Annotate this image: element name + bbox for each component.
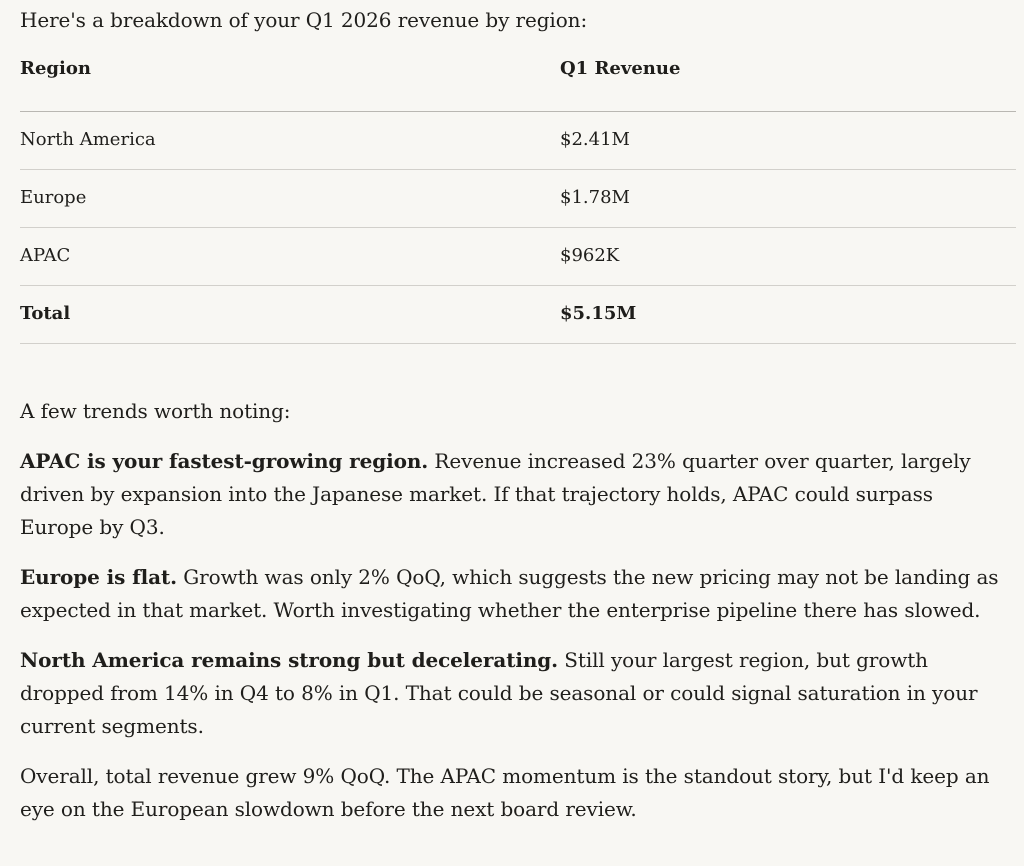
trend-paragraph-europe (20, 561, 1004, 627)
table-row (20, 169, 1016, 227)
table-header-row (20, 55, 1016, 111)
trend-lead-europe: Europe is flat. (20, 564, 178, 589)
header-region: Region (20, 55, 560, 111)
closing-paragraph: Overall, total revenue grew 9% QoQ. The APAC momentum is the standout story, but I'd keep an eye on the European slowdown before the next board review. (20, 763, 990, 821)
table-row (20, 227, 1016, 285)
trend-body-apac: Revenue increased 23% quarter over quarter, largely driven by expansion into the Japanese market. If that trajectory holds, APAC could surpass Europe by Q3. (20, 448, 971, 539)
trend-body-europe: Growth was only 2% QoQ, which suggests the new pricing may not be landing as expected in that market. Worth investigating whether the enterprise pipeline there has slowed. (20, 564, 999, 622)
cell-region: North America (20, 111, 560, 169)
cell-region: Europe (20, 169, 560, 227)
revenue-table (20, 55, 1016, 344)
trend-body-north-america: Still your largest region, but growth dropped from 14% in Q4 to 8% in Q1. That could be seasonal or could signal saturation in your current segments. (20, 647, 978, 738)
table-row (20, 111, 1016, 169)
header-q1-revenue: Q1 Revenue (560, 55, 1016, 111)
cell-revenue: $962K (560, 227, 1016, 285)
cell-revenue: $2.41M (560, 111, 1016, 169)
trend-lead-apac: APAC is your fastest-growing region. (20, 448, 429, 473)
trend-lead-north-america: North America remains strong but decelerating. (20, 647, 559, 672)
cell-region-total: Total (20, 285, 560, 343)
trend-paragraph-north-america (20, 644, 1004, 743)
cell-region: APAC (20, 227, 560, 285)
cell-revenue: $1.78M (560, 169, 1016, 227)
trends-intro-text: A few trends worth noting: (20, 398, 291, 423)
table-row-total (20, 285, 1016, 343)
intro-text: Here's a breakdown of your Q1 2026 revenue by region: (20, 8, 588, 32)
cell-revenue-total: $5.15M (560, 285, 1016, 343)
trend-paragraph-apac (20, 445, 1004, 544)
